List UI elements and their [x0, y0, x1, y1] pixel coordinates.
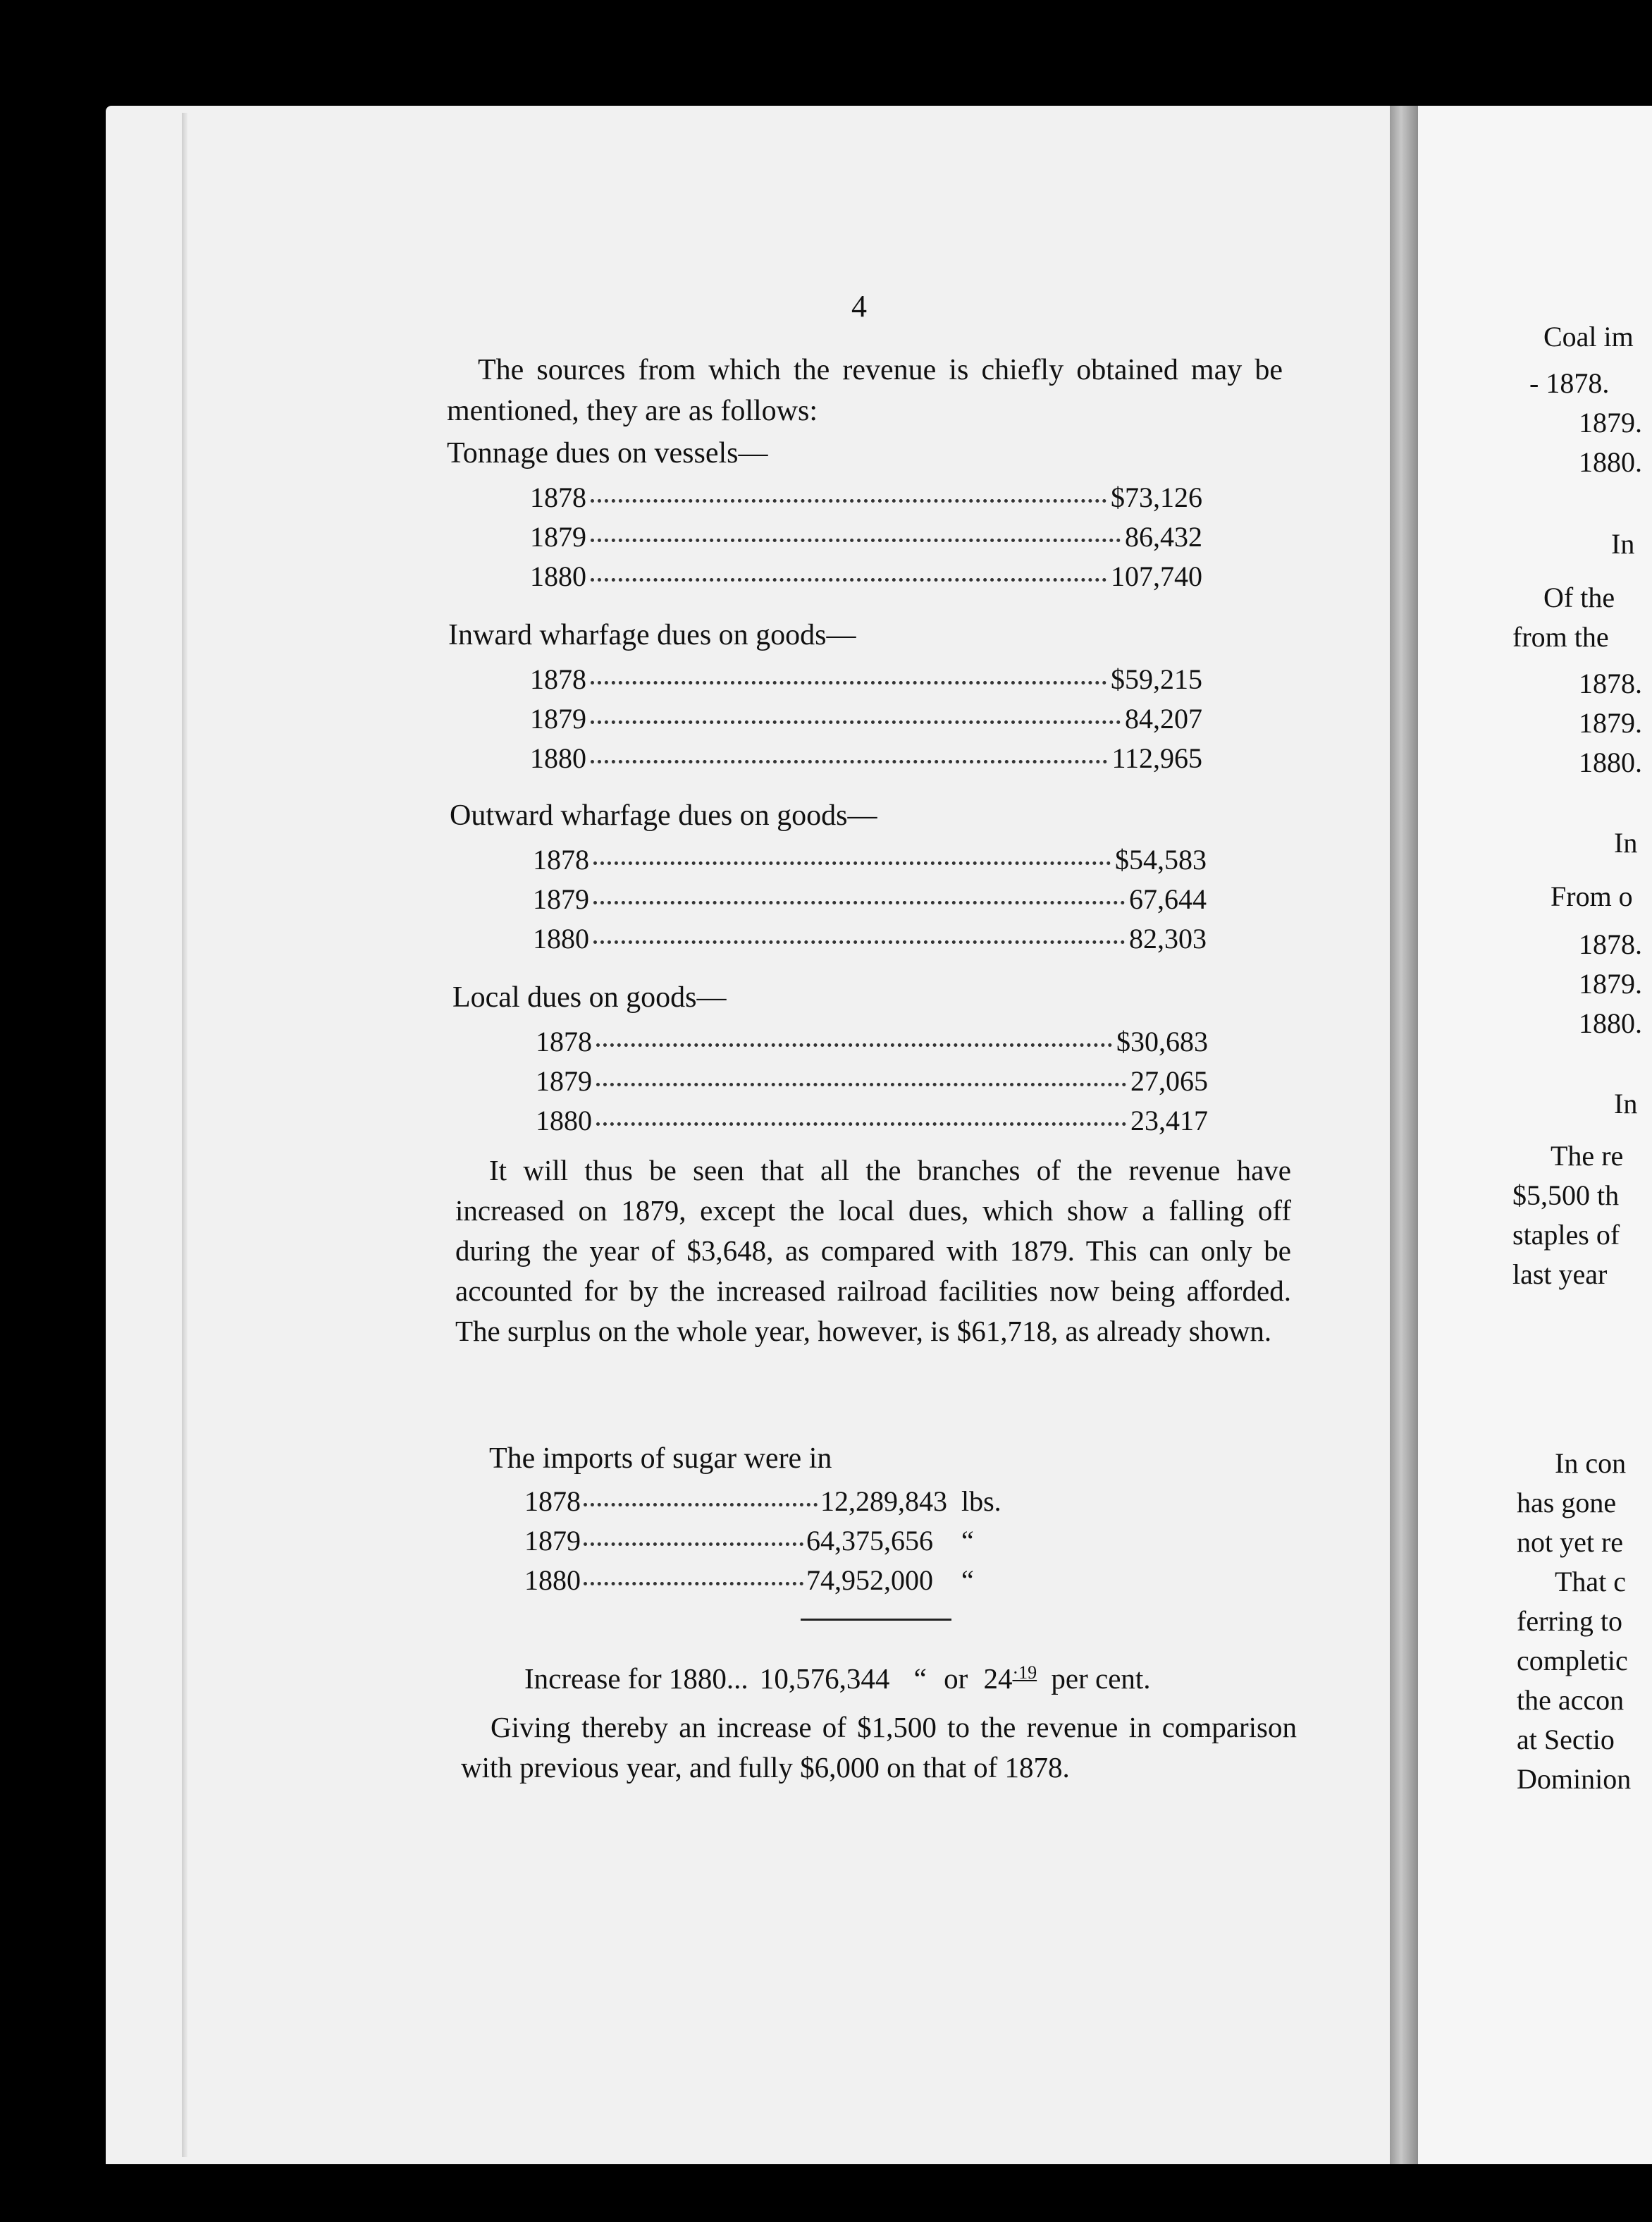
increase-label: Increase for 1880... — [524, 1662, 748, 1695]
year-label: 1878 — [533, 844, 589, 876]
amount: 27,065 — [1130, 1065, 1208, 1097]
right-page-line: In con — [1555, 1447, 1627, 1479]
intro-paragraph: The sources from which the revenue is chiefly obtained may be mentioned, they are as follows: — [447, 354, 1283, 427]
right-page-line: $5,500 th — [1512, 1179, 1620, 1211]
right-page-text — [1418, 106, 1652, 2164]
unit: lbs. — [961, 1485, 1001, 1517]
year-label: 1878 — [536, 1026, 592, 1057]
right-page-line: 1879. — [1579, 407, 1642, 438]
right-page-line: 1879. — [1579, 707, 1642, 739]
leader-dots — [591, 578, 1107, 582]
year-label: 1879 — [536, 1065, 592, 1097]
sugar-row-1880 — [524, 1564, 1018, 1597]
right-page-line: Dominion — [1517, 1763, 1632, 1795]
row-inward-1880 — [530, 742, 1202, 775]
right-page-line: 1879. — [1579, 968, 1642, 1000]
leader-dots — [584, 1503, 818, 1506]
amount: $30,683 — [1116, 1026, 1208, 1057]
amount: 23,417 — [1130, 1105, 1208, 1136]
right-page-line: In — [1614, 827, 1638, 859]
right-page-line: The re — [1551, 1140, 1624, 1172]
section-heading-local: Local dues on goods— — [452, 981, 727, 1014]
right-page-line: In — [1611, 528, 1635, 560]
sugar-row-1878 — [524, 1485, 1018, 1518]
percent-whole: 24 — [983, 1662, 1013, 1695]
amount: 67,644 — [1129, 883, 1207, 915]
right-page-line: from the — [1512, 621, 1609, 653]
page-number: 4 — [851, 289, 867, 324]
section-heading-outward: Outward wharfage dues on goods— — [450, 799, 877, 832]
row-tonnage-1880 — [530, 560, 1202, 593]
right-page-line: 1880. — [1579, 1007, 1642, 1039]
right-page-line: completic — [1517, 1645, 1628, 1676]
amount: 112,965 — [1111, 742, 1202, 774]
leader-dots — [591, 499, 1107, 503]
increase-or: or — [944, 1662, 968, 1695]
right-page-line: In — [1614, 1088, 1638, 1119]
row-outward-1878 — [533, 843, 1207, 876]
right-page-line: Of the — [1543, 582, 1615, 613]
increase-amount: 10,576,344 — [759, 1662, 890, 1695]
leader-dots — [591, 760, 1107, 763]
amount: 84,207 — [1125, 703, 1202, 735]
row-local-1878 — [536, 1025, 1208, 1058]
right-page-line: 1878. — [1579, 928, 1642, 960]
amount: 64,375,656 — [806, 1525, 933, 1557]
year-label: 1878 — [524, 1485, 581, 1517]
year-label: 1878 — [530, 663, 586, 695]
row-tonnage-1879 — [530, 520, 1202, 553]
unit: “ — [961, 1525, 974, 1557]
sugar-row-1879 — [524, 1524, 1018, 1557]
year-label: 1880 — [530, 560, 586, 592]
row-inward-1878 — [530, 663, 1202, 696]
row-local-1880 — [536, 1104, 1208, 1137]
amount: 12,289,843 — [820, 1485, 947, 1517]
right-page-line: last year — [1512, 1258, 1608, 1290]
right-page-line: has gone — [1517, 1487, 1617, 1518]
year-label: 1879 — [524, 1525, 581, 1557]
percent-fraction: ·19 — [1012, 1662, 1037, 1683]
increase-unit: “ — [913, 1662, 927, 1695]
book-gutter — [1390, 106, 1418, 2164]
section-heading-inward: Inward wharfage dues on goods— — [448, 619, 856, 651]
row-tonnage-1878 — [530, 481, 1202, 514]
leader-dots — [596, 1043, 1112, 1047]
row-local-1879 — [536, 1064, 1208, 1098]
row-inward-1879 — [530, 702, 1202, 735]
sum-rule — [801, 1619, 951, 1621]
leader-dots — [591, 720, 1121, 724]
amount: 82,303 — [1129, 923, 1207, 955]
section-heading-tonnage: Tonnage dues on vessels— — [447, 437, 768, 469]
right-page-line: 1878. — [1579, 668, 1642, 699]
leader-dots — [584, 1542, 803, 1546]
amount: 86,432 — [1125, 521, 1202, 553]
right-page-line: staples of — [1512, 1219, 1620, 1251]
amount: $73,126 — [1111, 481, 1202, 513]
year-label: 1880 — [530, 742, 586, 774]
year-label: 1880 — [524, 1564, 581, 1596]
right-page-line: That c — [1555, 1566, 1627, 1597]
paragraph-sugar-revenue: Giving thereby an increase of $1,500 to the revenue in comparison with previous year, and fully $6,000 on that of 1878. — [461, 1711, 1297, 1784]
leader-dots — [591, 539, 1121, 542]
right-page-line: 1880. — [1579, 446, 1642, 478]
right-page-line: the accon — [1517, 1684, 1625, 1716]
right-page-line: at Sectio — [1517, 1724, 1615, 1755]
paragraph-revenue-summary: It will thus be seen that all the branches of the revenue have increased on 1879, except the local dues, which show a falling off during the year of $3,648, as compared with 1879. This can only be accounted for by the increased railroad facilities now being afforded. The surplus on the whole year, however, is $61,718, as already shown. — [455, 1154, 1291, 1347]
percent-label: per cent. — [1051, 1662, 1151, 1695]
right-page-line: From o — [1551, 880, 1633, 912]
year-label: 1880 — [533, 923, 589, 955]
leader-dots — [596, 1122, 1126, 1126]
sugar-heading: The imports of sugar were in — [489, 1442, 832, 1475]
leader-dots — [584, 1582, 803, 1585]
unit: “ — [961, 1564, 974, 1596]
row-outward-1880 — [533, 922, 1207, 955]
right-page-line: not yet re — [1517, 1526, 1624, 1558]
amount: 107,740 — [1111, 560, 1202, 592]
increase-percent — [983, 1662, 1037, 1695]
leader-dots — [593, 940, 1125, 944]
amount: $54,583 — [1115, 844, 1207, 876]
amount: $59,215 — [1111, 663, 1202, 695]
page-edge-shadow — [182, 113, 187, 2157]
leader-dots — [593, 901, 1125, 904]
leader-dots — [591, 681, 1107, 685]
leader-dots — [593, 861, 1111, 865]
leader-dots — [596, 1083, 1126, 1086]
right-page-line: - 1878. — [1529, 367, 1610, 399]
row-outward-1879 — [533, 883, 1207, 916]
right-page-line: 1880. — [1579, 747, 1642, 778]
right-page-line: Coal im — [1543, 321, 1634, 352]
year-label: 1880 — [536, 1105, 592, 1136]
amount: 74,952,000 — [806, 1564, 933, 1596]
increase-line — [524, 1658, 1151, 1703]
year-label: 1878 — [530, 481, 586, 513]
year-label: 1879 — [530, 703, 586, 735]
year-label: 1879 — [533, 883, 589, 915]
right-page-line: ferring to — [1517, 1605, 1622, 1637]
year-label: 1879 — [530, 521, 586, 553]
